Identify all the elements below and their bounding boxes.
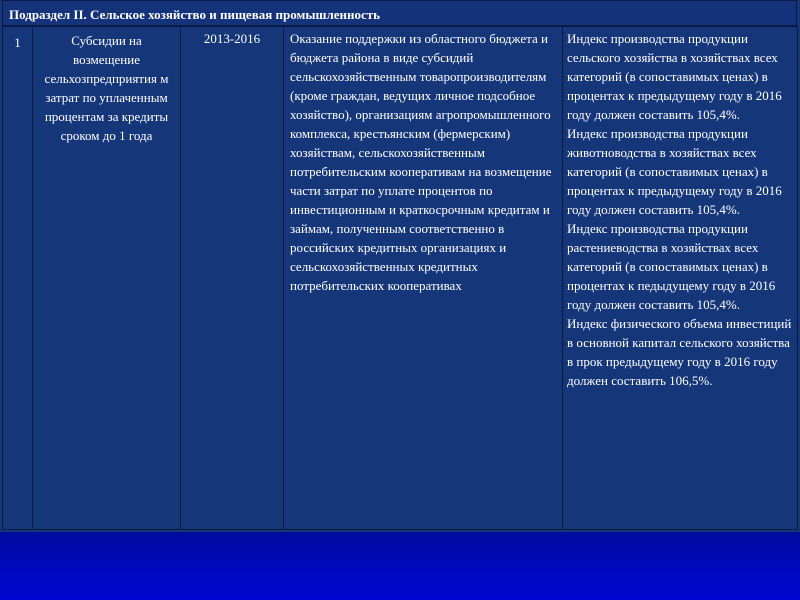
subsidy-name: Субсидии на возмещение сельхозпредприятия м затрат по уплаченным процентам за кредиты сроком до 1 года — [33, 27, 181, 530]
indicator-item: Индекс производства продукции растениеводства в хозяйствах всех категорий (в сопоставимых ценах) в процентах к педыдущему году в 2016 году должен составить 105,4%. — [567, 221, 776, 312]
indicator-item: Индекс производства продукции сельского хозяйства в хозяйствах всех категорий (в сопоставимых ценах) в процентах к предыдущему году в 2016 году должен составить 105,4%. — [567, 31, 782, 122]
indicator-item: Индекс физического объема инвестиций в основной капитал сельского хозяйства в прок предыдущему году в 2016 году должен составить 106,5%. — [567, 316, 792, 388]
implementation-period: 2013-2016 — [181, 27, 284, 530]
target-indicators — [563, 27, 798, 530]
program-table — [2, 26, 798, 530]
measure-description: Оказание поддержки из областного бюджета и бюджета района в виде субсидий сельскохозяйственным товаропроизводителям (кроме граждан, ведущих личное подсобное хозяйство), организациям агропромышленного комплекса, крестьянским (фермерским) хозяйствам, сельскохозяйственным потребительским кооперативам на возмещение части затрат по уплате процентов по инвестиционным и краткосрочным кредитам и займам, полученным соответственно в российских кредитных организациях и сельскохозяйственных кредитных потребительских кооперативах — [284, 27, 563, 530]
row-number: 1 — [3, 27, 33, 530]
indicator-item: Индекс производства продукции животноводства в хозяйствах всех категорий (в сопоставимых ценах) в процентах к предыдущему году в 2016 году должен составить 105,4%. — [567, 126, 782, 217]
section-title: Подраздел II. Сельское хозяйство и пищевая промышленность — [2, 0, 797, 26]
slide-bottom-band — [0, 532, 800, 600]
table-row — [3, 27, 798, 530]
